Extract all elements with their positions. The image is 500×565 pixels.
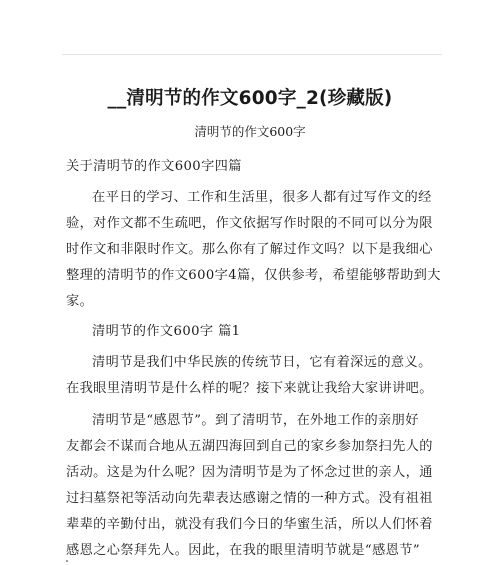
paragraph-line: 活动。这是为什么呢？因为清明节是为了怀念过世的亲人，通 — [66, 465, 433, 480]
paragraph-line: 时作文和非限时作文。那么你有了解过作文吗？以下是我细心 — [66, 242, 433, 257]
paragraph-line: 在我眼里清明节是什么样的呢？接下来就让我给大家讲讲吧。 — [66, 381, 433, 396]
paragraph-line: 过扫墓祭祀等活动向先辈表达感谢之情的一种方式。没有祖祖 — [66, 491, 433, 506]
page-mark — [66, 560, 68, 562]
paragraph-line: 清明节是“感恩节”。到了清明节，在外地工作的亲朋好 — [92, 413, 419, 428]
document-subtitle: 清明节的作文600字 — [194, 124, 306, 139]
paragraph-line: 辈辈的辛勤付出，就没有我们今日的华蜜生活，所以人们怀着 — [66, 517, 433, 532]
paragraph-line: 清明节是我们中华民族的传统节日，它有着深远的意义。 — [92, 355, 432, 370]
paragraph-line: 整理的清明节的作文600字4篇，仅供参考，希望能够帮助到大 — [66, 268, 441, 283]
paragraph-line: 验，对作文都不生疏吧，作文依据写作时限的不同可以分为限 — [66, 216, 433, 231]
article-heading: 清明节的作文600字 篇1 — [92, 324, 241, 339]
paragraph-line: 感恩之心祭拜先人。因此，在我的眼里清明节就是“感恩节” — [66, 543, 420, 558]
paragraph-line: 家。 — [66, 294, 94, 309]
document-title: __清明节的作文600字_2(珍藏版) — [107, 88, 393, 109]
paragraph-line: 在平日的学习、工作和生活里，很多人都有过写作文的经 — [92, 190, 432, 205]
section-heading: 关于清明节的作文600字四篇 — [66, 159, 242, 174]
paragraph-line: 友都会不谋而合地从五湖四海回到自己的家乡参加祭扫先人的 — [66, 439, 433, 454]
header-divider — [62, 54, 442, 55]
